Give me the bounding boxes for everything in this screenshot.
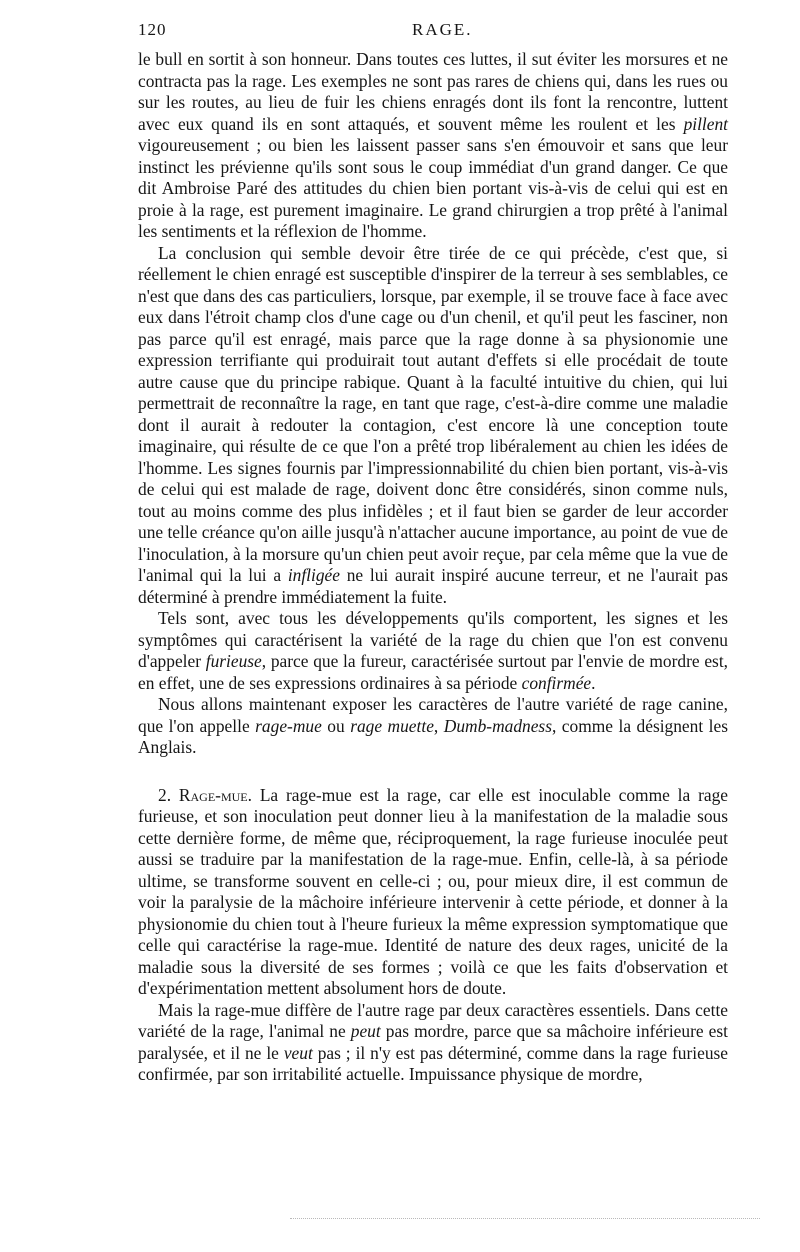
paragraph-3-italic-b: confirmée [521, 672, 592, 693]
page-header [138, 20, 726, 46]
paragraph-4 [138, 694, 728, 759]
paragraph-4-text-c: , [433, 715, 444, 736]
section-heading: Rage-mue. [178, 784, 252, 805]
paragraph-1-text-a: le bull en sortit à son honneur. Dans toutes ces luttes, il sut éviter les morsures et ne contracta pas la rage. Les exemples ne sont pas rares de chiens qui, dans les rues ou sur les routes, au lieu de fuir les chiens enragés dont ils font la rencontre, luttent avec eux quand ils en sont attaqués, et souvent même les roulent et les [138, 49, 728, 134]
paragraph-3-text-b: , parce que la fureur, caractérisée surtout par l'envie de mordre est, en effet, une de ses expressions ordinaires à sa période [138, 651, 728, 693]
page-number: 120 [138, 20, 167, 39]
paragraph-4-italic-a: rage-mue [255, 715, 322, 736]
paragraph-3-italic-a: furieuse [205, 651, 262, 671]
paragraph-6-italic-b: veut [283, 1042, 313, 1063]
paragraph-4-text-d: , comme la désignent les Anglais. [138, 715, 728, 757]
paragraph-1-text-b: vigoureusement ; ou bien les laissent passer sans s'en émouvoir et sans que leur instinct les prévienne qu'ils sont sous le coup immédiat d'un grand danger. Ce que dit Ambroise Paré des attitudes du chien bien portant vis-à-vis de celui qui est en proie à la rage, est purement imaginaire. Le grand chirurgien a trop prêté à l'animal les sentiments et la réflexion de l'homme. [138, 135, 728, 241]
bottom-scan-artifact [290, 1218, 760, 1219]
paragraph-4-text-b: ou [321, 715, 351, 736]
paragraph-2 [138, 243, 728, 609]
paragraph-5-rage-mue [138, 785, 728, 1000]
paragraph-3-text-c: . [591, 672, 596, 693]
paragraph-2-text-a: La conclusion qui semble devoir être tirée de ce qui précède, c'est que, si réellement le chien enragé est susceptible d'inspirer de la terreur à ses semblables, ce n'est que dans des cas particuliers, lorsque, par exemple, il se trouve face à face avec eux dans l'étroit champ clos d'une cage ou d'un chenil, et qu'il peut les fasciner, non pas parce qu'il est enragé, mais parce que la rage donne à sa physionomie une expression terrifiante qui produirait tout autant d'effets si elle procédait de toute autre cause que du principe rabique. Quant à la faculté intuitive du chien, qui lui permettrait de reconnaître la rage, en tant que rage, c'est-à-dire comme une maladie dont il aurait à redouter la contagion, c'est encore là une conception toute imaginaire, qui résulte de ce que l'on a prêté trop libéralement au chien les idées de l'homme. Les signes fournis par l'impressionnabilité du chien bien portant, vis-à-vis de celui qui est malade de rage, doivent donc être considérés, sinon comme nuls, tout au moins comme des plus infidèles ; et il faut bien se garder de leur accorder une telle créance qu'on aille jusqu'à n'attacher aucune importance, au point de vue de l'inoculation, à la morsure qu'un chien peut avoir reçue, par cela même que la vue de l'animal qui la lui a [138, 242, 728, 585]
paragraph-6 [138, 1000, 728, 1086]
paragraph-4-italic-c: Dumb-madness [443, 715, 552, 736]
section-number: 2. [158, 784, 179, 805]
paragraph-2-text-b: ne lui aurait inspiré aucune terreur, et ne l'aurait pas déterminé à prendre immédiatement la fuite. [138, 565, 728, 607]
paragraph-2-italic: infligée [287, 565, 340, 585]
paragraph-1 [138, 49, 728, 243]
paragraph-6-text-b: pas mordre, parce que sa mâchoire inférieure est paralysée, et il ne le [138, 1021, 728, 1063]
page-body [138, 49, 728, 1086]
paragraph-1-italic: pillent [683, 113, 728, 134]
paragraph-6-text-c: pas ; il n'y est pas déterminé, comme dans la rage furieuse confirmée, par son irritabilité actuelle. Impuissance physique de mordre, [138, 1042, 728, 1084]
paragraph-4-italic-b: rage muette [350, 715, 434, 736]
paragraph-3 [138, 608, 728, 694]
paragraph-6-italic-a: peut [350, 1021, 381, 1041]
running-title: RAGE. [412, 20, 473, 39]
paragraph-6-text-a: Mais la rage-mue diffère de l'autre rage par deux caractères essentiels. Dans cette variété de la rage, l'animal ne [138, 999, 728, 1041]
paragraph-5-text: La rage-mue est la rage, car elle est inoculable comme la rage furieuse, et son inoculation peut donner lieu à la manifestation de la maladie sous cette dernière forme, de même que, réciproquement, la rage furieuse inoculée peut aussi se traduire par la manifestation de la rage-mue. Enfin, celle-là, à sa période ultime, se transforme souvent en celle-ci ; ou, pour mieux dire, il est commun de voir la paralysie de la mâchoire inférieure intervenir à cette période, et donner à la physionomie du chien tout à l'heure furieux la même expression symptomatique que celle qui caractérise la rage-mue. Identité de nature des deux rages, unicité de la maladie sous la diversité de ses formes ; voilà ce que les faits d'observation et d'expérimentation mettent absolument hors de doute. [138, 784, 728, 998]
paragraph-4-text-a: Nous allons maintenant exposer les caractères de l'autre variété de rage canine, que l'on appelle [138, 694, 728, 736]
paragraph-3-text-a: Tels sont, avec tous les développements qu'ils comportent, les signes et les symptômes qui caractérisent la variété de la rage du chien que l'on est convenu d'appeler [138, 608, 728, 671]
